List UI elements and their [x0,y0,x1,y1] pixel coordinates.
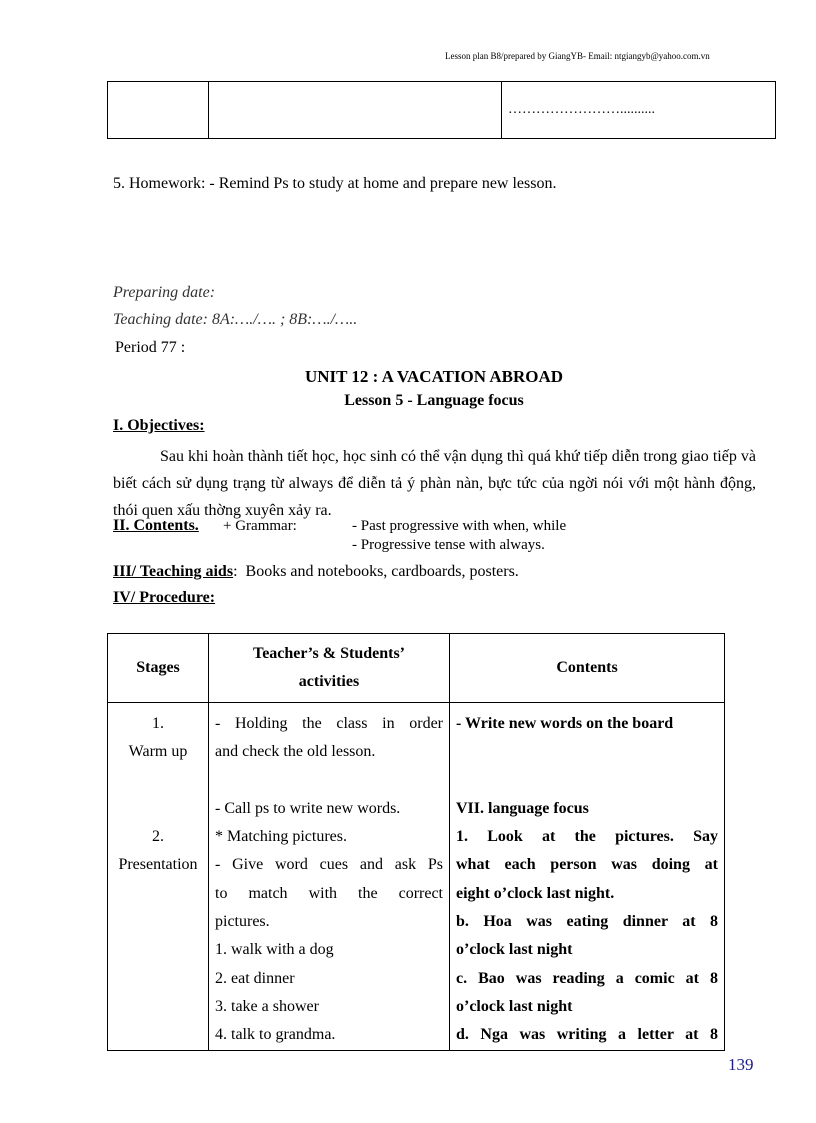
table-cell [108,82,209,139]
activity-line: - Holding the class in order [215,715,443,732]
objectives-text: Sau khi hoàn thành tiết học, học sinh có thể vận dụng thì quá khứ tiếp diễn trong giao tiếp và biết cách sử dụng trạng từ always để diễn tả ý phàn nàn, bực tức của ngời nói với một hành động, thói quen xấu thờng xuyên xảy ra. [113,448,756,519]
grammar-label: + Grammar: [223,518,297,534]
content-line: - Write new words on the board [456,715,674,732]
page-header: Lesson plan B8/prepared by GiangYB- Email: ntgiangyb@yahoo.com.vn [445,51,710,61]
table-row [108,703,725,1051]
teaching-aids-line [113,563,519,581]
activity-line: 2. eat dinner [215,969,295,987]
activities-cell [209,703,450,1051]
contents-cell [450,703,725,1051]
period-label: Period 77 : [115,339,186,356]
content-line: o’clock last night [456,941,573,959]
procedure-table [107,633,725,1051]
content-line: 1. Look at the pictures. Say [456,828,718,846]
activity-line: 3. take a shower [215,997,319,1015]
activity-line: pictures. [215,913,270,931]
grammar-point-2: - Progressive tense with always. [352,537,545,553]
table-cell: …………………….......... [502,82,776,139]
warmup-number: 1. [152,715,164,732]
objectives-heading: I. Objectives: [113,417,205,434]
content-line: b. Hoa was eating dinner at 8 [456,913,718,931]
header-activities-line2: activities [298,673,360,690]
activity-line: to match with the correct [215,884,443,902]
header-contents: Contents [450,634,725,703]
previous-lesson-table-tail [107,81,776,139]
activity-line: 1. walk with a dog [215,941,334,959]
activity-line: - Give word cues and ask Ps [215,856,443,874]
stage-cell [108,703,209,1051]
activity-line: 4. talk to grandma. [215,1026,336,1044]
header-stages: Stages [108,634,209,703]
teaching-date: Teaching date: 8A:…./…. ; 8B:…./….. [113,311,358,328]
activity-line: and check the old lesson. [215,743,376,761]
header-activities-line1: Teacher’s & Students’ [253,645,405,662]
teaching-aids-text: Books and notebooks, cardboards, posters. [245,563,519,580]
lesson-title: Lesson 5 - Language focus [344,392,524,409]
content-line: c. Bao was reading a comic at 8 [456,969,718,987]
contents-heading: II. Contents. [113,517,199,534]
header-activities [209,634,450,703]
page-number: 139 [728,1055,754,1074]
content-line: d. Nga was writing a letter at 8 [456,1026,718,1044]
grammar-point-1: - Past progressive with when, while [352,518,567,534]
content-line: eight o’clock last night. [456,884,615,902]
table-cell [209,82,502,139]
table-header-row [108,634,725,703]
content-line: o’clock last night [456,997,573,1015]
teaching-aids-colon: : [233,563,238,580]
presentation-name: Presentation [118,856,198,874]
unit-title: UNIT 12 : A VACATION ABROAD [304,367,564,386]
activity-line: - Call ps to write new words. [215,799,401,817]
procedure-heading: IV/ Procedure: [113,589,216,606]
content-line: VII. language focus [456,799,589,817]
preparing-date: Preparing date: [113,284,216,301]
homework-line: 5. Homework: - Remind Ps to study at home and prepare new lesson. [113,175,557,192]
presentation-number: 2. [152,828,164,846]
teaching-aids-heading: III/ Teaching aids [113,563,234,580]
warmup-name: Warm up [128,743,188,761]
content-line: what each person was doing at [456,856,718,874]
activity-line: * Matching pictures. [215,828,347,846]
